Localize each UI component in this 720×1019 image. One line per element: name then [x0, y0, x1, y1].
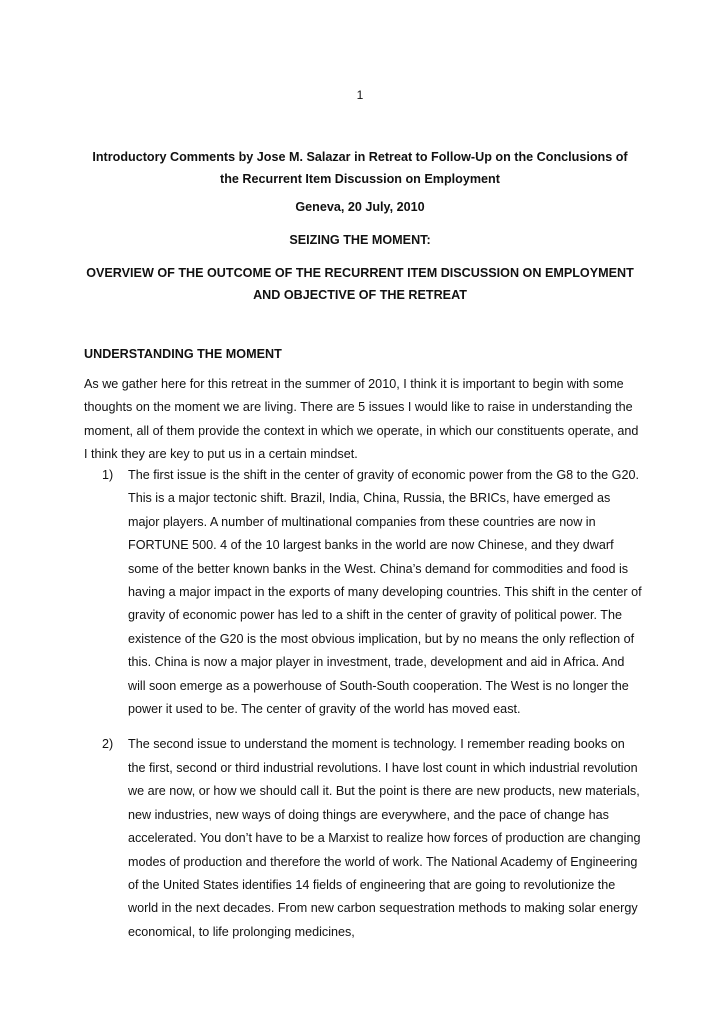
list-item-text: The second issue to understand the moment is technology. I remember reading books on the first, second or third industrial revolutions. I have lost count in which industrial revolution we are now, or how we should call it. But the point is there are new products, new materials, new industries, new ways of doing things are everywhere, and the pace of change has accelerated. You don’t have to be a Marxist to realize how forces of production are changing modes of production and therefore the world of work. The National Academy of Engineering of the United States identifies 14 fields of engineering that are going to revolutionize the world in the next decades. From new carbon sequestration methods to making solar energy economical, to life prolonging medicines, [128, 737, 641, 939]
issues-list [84, 464, 644, 956]
location-date: Geneva, 20 July, 2010 [295, 200, 425, 214]
page-number: 1 [356, 88, 364, 102]
list-item-number: 1) [102, 468, 114, 482]
document-title: Introductory Comments by Jose M. Salazar in Retreat to Follow-Up on the Conclusions of the Recurrent Item Discussion on Employment [92, 150, 628, 186]
overview-title: OVERVIEW OF THE OUTCOME OF THE RECURRENT ITEM DISCUSSION ON EMPLOYMENT AND OBJECTIVE OF THE RETREAT [86, 266, 634, 302]
list-item [84, 733, 644, 944]
list-item [84, 464, 644, 721]
list-item-number: 2) [102, 737, 114, 752]
section-heading: UNDERSTANDING THE MOMENT [84, 347, 282, 361]
intro-paragraph: As we gather here for this retreat in the summer of 2010, I think it is important to begin with some thoughts on the moment we are living. There are 5 issues I would like to raise in understanding the moment, all of them provide the context in which we operate, in which our constituents operate, and I think they are key to put us in a certain mindset. [84, 377, 639, 462]
seizing-heading: SEIZING THE MOMENT: [289, 233, 431, 247]
list-item-text: The first issue is the shift in the center of gravity of economic power from the G8 to the G20. This is a major tectonic shift. Brazil, India, China, Russia, the BRICs, have emerged as major players. A number of multinational companies from these countries are now in FORTUNE 500. 4 of the 10 largest banks in the world are now Chinese, and they dwarf some of the better known banks in the West. China’s demand for commodities and food is having a major impact in the exports of many developing countries. This shift in the center of gravity of economic power has led to a shift in the center of gravity of political power. The existence of the G20 is the most obvious implication, but by no means the only reflection of this. China is now a major player in investment, trade, development and aid in Africa. And will soon emerge as a powerhouse of South-South cooperation. The West is no longer the power it used to be. The center of gravity of the world has moved east. [128, 468, 642, 717]
